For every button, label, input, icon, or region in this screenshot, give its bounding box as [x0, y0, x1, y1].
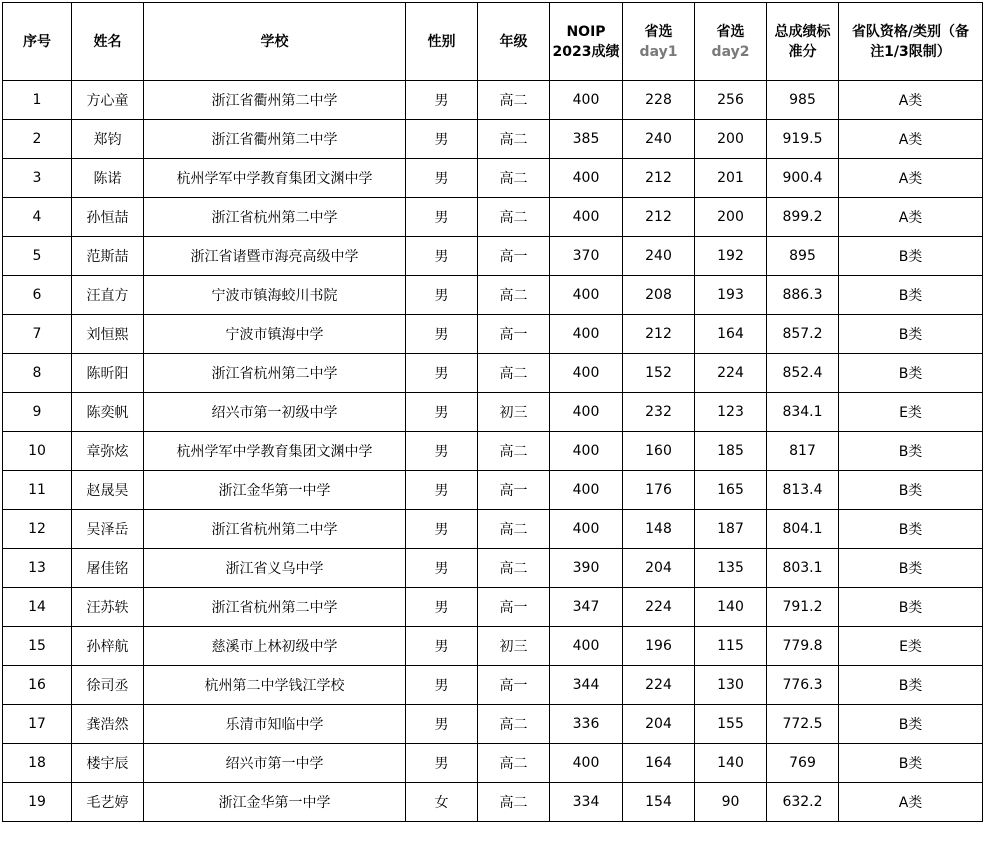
- cell-noip: 370: [550, 237, 623, 276]
- cell-total: 852.4: [767, 354, 839, 393]
- cell-name: 陈昕阳: [72, 354, 144, 393]
- cell-total: 817: [767, 432, 839, 471]
- cell-name: 孙恒喆: [72, 198, 144, 237]
- cell-index: 19: [3, 783, 72, 822]
- cell-grade: 高一: [478, 588, 550, 627]
- header-noip: [550, 3, 623, 81]
- cell-day1: 208: [623, 276, 695, 315]
- cell-grade: 高二: [478, 432, 550, 471]
- cell-grade: 高二: [478, 744, 550, 783]
- cell-day2: 200: [695, 198, 767, 237]
- cell-name: 方心童: [72, 81, 144, 120]
- cell-total: 804.1: [767, 510, 839, 549]
- cell-gender: 男: [406, 471, 478, 510]
- table-header: [3, 3, 983, 81]
- cell-day2: 200: [695, 120, 767, 159]
- cell-noip: 400: [550, 198, 623, 237]
- cell-day2: 165: [695, 471, 767, 510]
- cell-index: 9: [3, 393, 72, 432]
- header-day2-line2: day2: [711, 43, 750, 60]
- cell-qualification: A类: [839, 198, 983, 237]
- table-row: [3, 393, 983, 432]
- cell-index: 13: [3, 549, 72, 588]
- cell-index: 10: [3, 432, 72, 471]
- cell-noip: 390: [550, 549, 623, 588]
- cell-qualification: A类: [839, 81, 983, 120]
- cell-qualification: E类: [839, 627, 983, 666]
- header-qualification-line1: 省队资格/类别（备: [851, 23, 970, 40]
- cell-index: 14: [3, 588, 72, 627]
- cell-gender: 男: [406, 276, 478, 315]
- cell-qualification: B类: [839, 237, 983, 276]
- cell-school: 浙江省杭州第二中学: [144, 354, 406, 393]
- cell-index: 15: [3, 627, 72, 666]
- cell-qualification: B类: [839, 744, 983, 783]
- cell-school: 杭州学军中学教育集团文渊中学: [144, 159, 406, 198]
- cell-qualification: A类: [839, 159, 983, 198]
- cell-qualification: B类: [839, 471, 983, 510]
- cell-index: 5: [3, 237, 72, 276]
- cell-day1: 196: [623, 627, 695, 666]
- cell-qualification: B类: [839, 510, 983, 549]
- cell-day1: 204: [623, 549, 695, 588]
- cell-day1: 164: [623, 744, 695, 783]
- cell-noip: 336: [550, 705, 623, 744]
- cell-day1: 224: [623, 666, 695, 705]
- cell-noip: 400: [550, 510, 623, 549]
- cell-qualification: A类: [839, 783, 983, 822]
- cell-total: 779.8: [767, 627, 839, 666]
- cell-grade: 初三: [478, 393, 550, 432]
- cell-day1: 232: [623, 393, 695, 432]
- cell-total: 791.2: [767, 588, 839, 627]
- cell-school: 浙江省诸暨市海亮高级中学: [144, 237, 406, 276]
- cell-name: 刘恒熙: [72, 315, 144, 354]
- cell-grade: 高一: [478, 237, 550, 276]
- cell-day2: 123: [695, 393, 767, 432]
- cell-name: 龚浩然: [72, 705, 144, 744]
- cell-school: 浙江省杭州第二中学: [144, 198, 406, 237]
- cell-day2: 201: [695, 159, 767, 198]
- cell-gender: 男: [406, 510, 478, 549]
- cell-day2: 135: [695, 549, 767, 588]
- table-row: [3, 81, 983, 120]
- cell-total: 899.2: [767, 198, 839, 237]
- cell-grade: 高二: [478, 120, 550, 159]
- cell-gender: 男: [406, 744, 478, 783]
- cell-name: 汪苏轶: [72, 588, 144, 627]
- header-total: [767, 3, 839, 81]
- cell-day2: 164: [695, 315, 767, 354]
- cell-total: 919.5: [767, 120, 839, 159]
- cell-noip: 344: [550, 666, 623, 705]
- cell-index: 7: [3, 315, 72, 354]
- table-row: [3, 471, 983, 510]
- cell-name: 赵晟昊: [72, 471, 144, 510]
- cell-noip: 400: [550, 315, 623, 354]
- cell-total: 857.2: [767, 315, 839, 354]
- cell-noip: 347: [550, 588, 623, 627]
- cell-index: 16: [3, 666, 72, 705]
- cell-gender: 男: [406, 198, 478, 237]
- cell-grade: 高二: [478, 510, 550, 549]
- cell-grade: 高二: [478, 276, 550, 315]
- table-row: [3, 159, 983, 198]
- cell-total: 769: [767, 744, 839, 783]
- cell-school: 浙江金华第一中学: [144, 471, 406, 510]
- cell-name: 陈诺: [72, 159, 144, 198]
- cell-index: 3: [3, 159, 72, 198]
- table-row: [3, 588, 983, 627]
- cell-qualification: B类: [839, 588, 983, 627]
- cell-name: 吴泽岳: [72, 510, 144, 549]
- cell-day2: 193: [695, 276, 767, 315]
- cell-noip: 400: [550, 393, 623, 432]
- cell-school: 宁波市镇海蛟川书院: [144, 276, 406, 315]
- cell-day2: 185: [695, 432, 767, 471]
- cell-noip: 400: [550, 81, 623, 120]
- cell-index: 6: [3, 276, 72, 315]
- table-row: [3, 354, 983, 393]
- cell-grade: 高二: [478, 549, 550, 588]
- cell-school: 乐清市知临中学: [144, 705, 406, 744]
- cell-school: 绍兴市第一中学: [144, 744, 406, 783]
- cell-grade: 高一: [478, 315, 550, 354]
- cell-gender: 男: [406, 159, 478, 198]
- cell-total: 900.4: [767, 159, 839, 198]
- header-qualification-line2: 注1/3限制）: [870, 43, 951, 60]
- cell-index: 18: [3, 744, 72, 783]
- cell-school: 浙江省杭州第二中学: [144, 588, 406, 627]
- cell-index: 11: [3, 471, 72, 510]
- cell-qualification: E类: [839, 393, 983, 432]
- cell-day1: 176: [623, 471, 695, 510]
- cell-gender: 男: [406, 627, 478, 666]
- cell-total: 985: [767, 81, 839, 120]
- cell-gender: 男: [406, 354, 478, 393]
- cell-school: 慈溪市上林初级中学: [144, 627, 406, 666]
- cell-day2: 90: [695, 783, 767, 822]
- cell-school: 浙江金华第一中学: [144, 783, 406, 822]
- header-day2: [695, 3, 767, 81]
- cell-school: 浙江省杭州第二中学: [144, 510, 406, 549]
- table-row: [3, 705, 983, 744]
- cell-index: 2: [3, 120, 72, 159]
- cell-noip: 400: [550, 276, 623, 315]
- cell-grade: 高二: [478, 783, 550, 822]
- cell-day2: 192: [695, 237, 767, 276]
- cell-gender: 男: [406, 120, 478, 159]
- table-row: [3, 120, 983, 159]
- cell-gender: 男: [406, 432, 478, 471]
- header-school: 学校: [144, 3, 406, 81]
- cell-day1: 224: [623, 588, 695, 627]
- cell-grade: 高二: [478, 159, 550, 198]
- cell-name: 范斯喆: [72, 237, 144, 276]
- cell-name: 汪直方: [72, 276, 144, 315]
- cell-index: 1: [3, 81, 72, 120]
- cell-gender: 男: [406, 666, 478, 705]
- header-row: [3, 3, 983, 81]
- cell-grade: 高一: [478, 666, 550, 705]
- score-table: [2, 2, 983, 822]
- cell-school: 浙江省衢州第二中学: [144, 120, 406, 159]
- cell-noip: 400: [550, 744, 623, 783]
- cell-qualification: B类: [839, 354, 983, 393]
- cell-school: 宁波市镇海中学: [144, 315, 406, 354]
- cell-gender: 男: [406, 705, 478, 744]
- header-day2-line1: 省选: [716, 23, 745, 40]
- cell-gender: 男: [406, 81, 478, 120]
- header-total-line1: 总成绩标: [774, 23, 831, 40]
- cell-grade: 高二: [478, 81, 550, 120]
- cell-gender: 男: [406, 237, 478, 276]
- header-total-line2: 准分: [788, 43, 817, 60]
- header-day1: [623, 3, 695, 81]
- cell-day2: 115: [695, 627, 767, 666]
- header-day1-line2: day1: [639, 43, 678, 60]
- table-row: [3, 783, 983, 822]
- table-row: [3, 744, 983, 783]
- cell-grade: 高一: [478, 471, 550, 510]
- cell-name: 孙梓航: [72, 627, 144, 666]
- cell-day1: 228: [623, 81, 695, 120]
- cell-name: 毛艺婷: [72, 783, 144, 822]
- cell-total: 772.5: [767, 705, 839, 744]
- cell-noip: 334: [550, 783, 623, 822]
- header-noip-line2: 2023成绩: [552, 43, 620, 60]
- table-row: [3, 315, 983, 354]
- cell-day2: 130: [695, 666, 767, 705]
- cell-noip: 400: [550, 159, 623, 198]
- cell-day1: 212: [623, 315, 695, 354]
- cell-index: 8: [3, 354, 72, 393]
- cell-qualification: B类: [839, 432, 983, 471]
- cell-grade: 初三: [478, 627, 550, 666]
- cell-noip: 385: [550, 120, 623, 159]
- header-gender: 性别: [406, 3, 478, 81]
- cell-gender: 男: [406, 315, 478, 354]
- table-row: [3, 237, 983, 276]
- table-row: [3, 432, 983, 471]
- cell-qualification: B类: [839, 276, 983, 315]
- table-row: [3, 549, 983, 588]
- table-row: [3, 276, 983, 315]
- table-row: [3, 627, 983, 666]
- cell-index: 12: [3, 510, 72, 549]
- cell-total: 813.4: [767, 471, 839, 510]
- cell-day2: 224: [695, 354, 767, 393]
- cell-qualification: A类: [839, 120, 983, 159]
- cell-gender: 女: [406, 783, 478, 822]
- header-index: 序号: [3, 3, 72, 81]
- table-row: [3, 198, 983, 237]
- cell-name: 章弥炫: [72, 432, 144, 471]
- cell-day1: 212: [623, 198, 695, 237]
- cell-noip: 400: [550, 354, 623, 393]
- cell-grade: 高二: [478, 705, 550, 744]
- cell-day1: 154: [623, 783, 695, 822]
- cell-grade: 高二: [478, 354, 550, 393]
- cell-total: 632.2: [767, 783, 839, 822]
- cell-name: 徐司丞: [72, 666, 144, 705]
- cell-total: 886.3: [767, 276, 839, 315]
- cell-total: 776.3: [767, 666, 839, 705]
- cell-name: 楼宇辰: [72, 744, 144, 783]
- cell-day1: 240: [623, 120, 695, 159]
- cell-total: 834.1: [767, 393, 839, 432]
- cell-day1: 148: [623, 510, 695, 549]
- cell-qualification: B类: [839, 549, 983, 588]
- header-grade: 年级: [478, 3, 550, 81]
- cell-day2: 187: [695, 510, 767, 549]
- cell-school: 浙江省衢州第二中学: [144, 81, 406, 120]
- cell-day2: 140: [695, 744, 767, 783]
- cell-name: 郑钧: [72, 120, 144, 159]
- cell-day1: 160: [623, 432, 695, 471]
- cell-gender: 男: [406, 549, 478, 588]
- cell-school: 杭州学军中学教育集团文渊中学: [144, 432, 406, 471]
- cell-day1: 212: [623, 159, 695, 198]
- cell-noip: 400: [550, 432, 623, 471]
- cell-qualification: B类: [839, 315, 983, 354]
- cell-school: 杭州第二中学钱江学校: [144, 666, 406, 705]
- cell-index: 4: [3, 198, 72, 237]
- cell-qualification: B类: [839, 666, 983, 705]
- table-row: [3, 510, 983, 549]
- cell-grade: 高二: [478, 198, 550, 237]
- cell-noip: 400: [550, 627, 623, 666]
- cell-day2: 140: [695, 588, 767, 627]
- cell-qualification: B类: [839, 705, 983, 744]
- header-qualification: [839, 3, 983, 81]
- cell-day1: 204: [623, 705, 695, 744]
- header-day1-line1: 省选: [644, 23, 673, 40]
- cell-index: 17: [3, 705, 72, 744]
- header-name: 姓名: [72, 3, 144, 81]
- cell-noip: 400: [550, 471, 623, 510]
- cell-gender: 男: [406, 588, 478, 627]
- header-noip-line1: NOIP: [566, 23, 606, 40]
- table-body: [3, 81, 983, 822]
- cell-day2: 155: [695, 705, 767, 744]
- cell-total: 895: [767, 237, 839, 276]
- cell-school: 绍兴市第一初级中学: [144, 393, 406, 432]
- cell-day1: 152: [623, 354, 695, 393]
- cell-day1: 240: [623, 237, 695, 276]
- cell-school: 浙江省义乌中学: [144, 549, 406, 588]
- table-row: [3, 666, 983, 705]
- cell-name: 陈奕帆: [72, 393, 144, 432]
- cell-gender: 男: [406, 393, 478, 432]
- cell-name: 屠佳铭: [72, 549, 144, 588]
- cell-total: 803.1: [767, 549, 839, 588]
- cell-day2: 256: [695, 81, 767, 120]
